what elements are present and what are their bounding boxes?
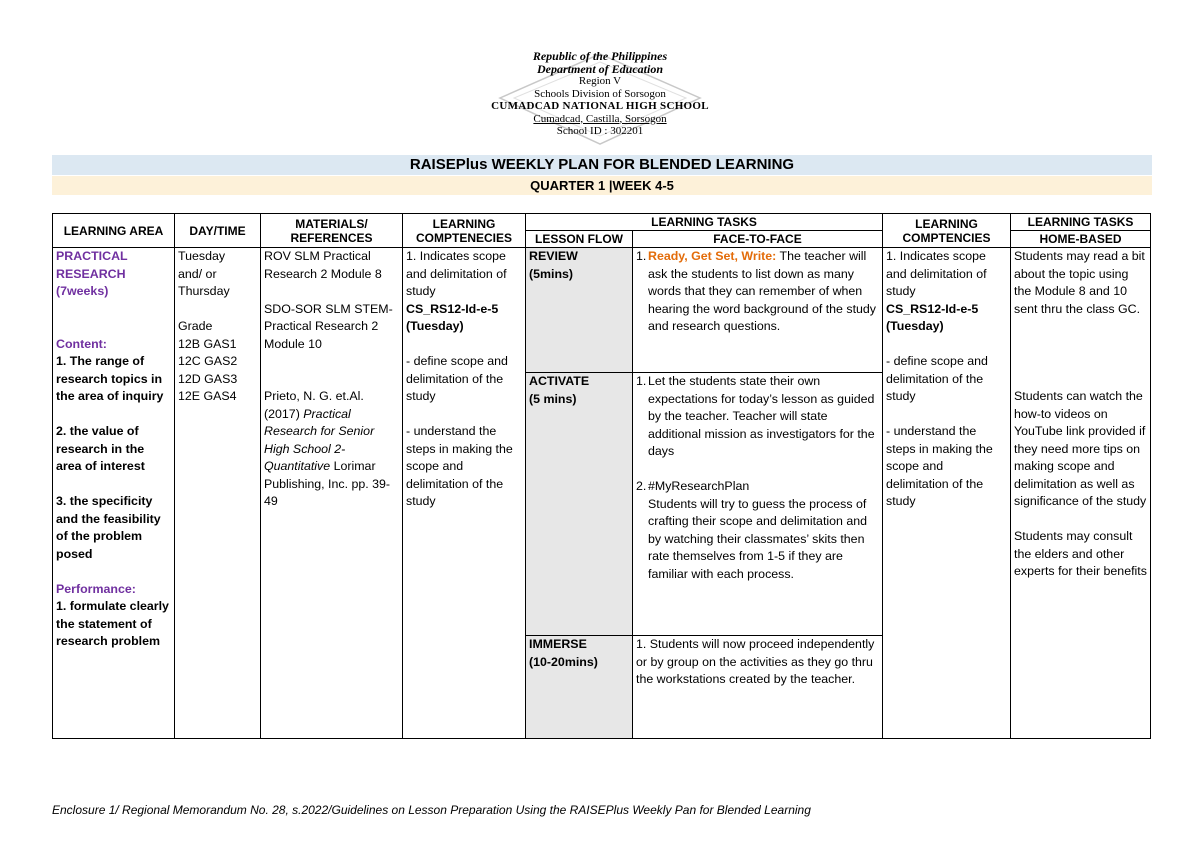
header-learning-area: LEARNING AREA bbox=[53, 214, 175, 248]
f2f-activate-title-2: #MyResearchPlan bbox=[648, 479, 750, 493]
header-home-based: HOME-BASED bbox=[1011, 231, 1151, 248]
home-task-2: Students can watch the how-to videos on YouTube link provided if they need more tips on making scope and delimitation as well as significance of the study bbox=[1014, 389, 1147, 508]
competency-bullet-1: - define scope and delimitation of the study bbox=[406, 354, 508, 403]
f2f-review-number: 1. bbox=[636, 249, 647, 263]
header-lesson-flow: LESSON FLOW bbox=[526, 231, 633, 248]
material-3-author: Prieto, N. G. et.Al. (2017) bbox=[264, 389, 364, 421]
day-line: Tuesday bbox=[178, 249, 226, 263]
flow-review bbox=[526, 248, 633, 373]
subject-title: PRACTICAL RESEARCH bbox=[56, 249, 128, 281]
table-row-review bbox=[53, 248, 1151, 373]
department-line: Department of Education bbox=[536, 61, 663, 76]
school-name: CUMADCAD NATIONAL HIGH SCHOOL bbox=[491, 100, 709, 112]
school-address: Cumadcad, Castilla, Sorsogon bbox=[533, 112, 667, 125]
learning-area-cell bbox=[53, 248, 175, 739]
section-line: 12E GAS4 bbox=[178, 389, 237, 403]
region-line: Region V bbox=[578, 75, 622, 87]
day-line: Thursday bbox=[178, 284, 230, 298]
division-line: Schools Division of Sorsogon bbox=[534, 87, 666, 100]
material-3-title: Practical Research for Senior High School 2- Quantitative bbox=[264, 406, 375, 473]
f2f-activate-item-1 bbox=[636, 373, 879, 461]
home-based-cell bbox=[1011, 248, 1151, 739]
f2f-review-item bbox=[636, 248, 879, 336]
material-2: SDO-SOR SLM STEM- Practical Research 2 Module 10 bbox=[264, 301, 393, 351]
materials-cell bbox=[261, 248, 403, 739]
f2f-activate-number-2: 2. bbox=[636, 479, 647, 493]
page-subtitle: QUARTER 1 |WEEK 4-5 bbox=[52, 176, 1152, 195]
home-task-3: Students may consult the elders and other experts for their benefits bbox=[1014, 529, 1147, 578]
competency-code: CS_RS12-Id-e-5 bbox=[406, 301, 499, 316]
content-item-3: 3. the specificity and the feasibility of the problem posed bbox=[56, 494, 161, 561]
footer-note: Enclosure 1/ Regional Memorandum No. 28, s.2022/Guidelines on Lesson Preparation Using the RAISEPlus Weekly Pan for Blended Learning bbox=[52, 803, 811, 817]
header-row bbox=[53, 214, 1151, 231]
material-3-publisher: Lorimar Publishing, Inc. pp. 39-49 bbox=[264, 459, 391, 508]
flow-activate bbox=[526, 373, 633, 636]
competency-intro: 1. Indicates scope and delimitation of study bbox=[406, 249, 507, 298]
republic-line: Republic of the Philippines bbox=[532, 49, 668, 63]
header-learning-tasks-home: LEARNING TASKS bbox=[1011, 214, 1151, 231]
header-competencies: LEARNING COMPTENECIES bbox=[403, 214, 526, 248]
home-task-1: Students may read a bit about the topic using the Module 8 and 10 sent thru the class GC. bbox=[1014, 249, 1145, 316]
content-item-1: 1. The range of research topics in the area of inquiry bbox=[56, 354, 164, 403]
flow-activate-time: (5 mins) bbox=[529, 391, 577, 406]
f2f-activate-text-2: Students will try to guess the process of crafting their scope and delimitation and by watching their classmates’ skits then rate themselves from 1-5 if they are familiar with each process. bbox=[648, 496, 868, 581]
school-id: School ID : 302201 bbox=[556, 125, 644, 137]
f2f-activate-cell bbox=[633, 373, 883, 636]
f2f-review-text: The teacher will ask the students to list down as many words that they can remember of when hearing the word background of the study and research questions. bbox=[648, 249, 876, 333]
header-day-time: DAY/TIME bbox=[175, 214, 261, 248]
content-item-2: 2. the value of research in the area of interest bbox=[56, 424, 145, 473]
competencies-2-cell bbox=[883, 248, 1011, 739]
f2f-activate-item-2 bbox=[636, 478, 879, 583]
f2f-review-cell bbox=[633, 248, 883, 373]
flow-immerse-label: IMMERSE bbox=[529, 637, 587, 651]
section-line: 12B GAS1 bbox=[178, 336, 237, 351]
section-line: 12D GAS3 bbox=[178, 371, 238, 386]
competency-bullet-2: - understand the steps in making the scope and delimitation of the study bbox=[406, 424, 513, 508]
header-competencies-2: LEARNING COMPTENCIES bbox=[883, 214, 1011, 248]
flow-review-label: REVIEW bbox=[529, 249, 578, 263]
flow-review-time: (5mins) bbox=[529, 266, 574, 281]
content-label: Content: bbox=[56, 336, 107, 351]
performance-item-1: 1. formulate clearly the statement of research problem bbox=[56, 599, 169, 648]
f2f-review-lead: Ready, Get Set, Write: bbox=[648, 249, 777, 263]
page-title: RAISEPlus WEEKLY PLAN FOR BLENDED LEARNING bbox=[52, 155, 1152, 175]
day-time-cell bbox=[175, 248, 261, 739]
subject-weeks: (7weeks) bbox=[56, 284, 109, 298]
grade-label: Grade bbox=[178, 319, 213, 333]
day-line: and/ or bbox=[178, 266, 217, 281]
competency-2-code: CS_RS12-Id-e-5 bbox=[886, 301, 979, 316]
performance-label: Performance: bbox=[56, 581, 136, 596]
f2f-activate-number-1: 1. bbox=[636, 374, 647, 388]
competencies-cell bbox=[403, 248, 526, 739]
competency-2-bullet-1: - define scope and delimitation of the study bbox=[886, 354, 988, 403]
competency-2-intro: 1. Indicates scope and delimitation of study bbox=[886, 249, 987, 298]
flow-activate-label: ACTIVATE bbox=[529, 374, 590, 388]
header-materials: MATERIALS/ REFERENCES bbox=[261, 214, 403, 248]
competency-day: (Tuesday) bbox=[406, 319, 464, 333]
header-learning-tasks: LEARNING TASKS bbox=[526, 214, 883, 231]
material-3 bbox=[264, 388, 399, 511]
competency-2-day: (Tuesday) bbox=[886, 319, 944, 333]
header-face-to-face: FACE-TO-FACE bbox=[633, 231, 883, 248]
letterhead bbox=[0, 50, 1200, 138]
flow-immerse bbox=[526, 636, 633, 739]
section-line: 12C GAS2 bbox=[178, 354, 238, 368]
weekly-plan-table bbox=[52, 213, 1151, 739]
f2f-immerse-cell bbox=[633, 636, 883, 739]
f2f-immerse-text: 1. Students will now proceed independently or by group on the activities as they go thru the workstations created by the teacher. bbox=[636, 637, 875, 686]
f2f-activate-text-1: Let the students state their own expectations for today’s lesson as guided by the teacher. Teacher will state additional mission as investigators for the days bbox=[648, 374, 875, 458]
competency-2-bullet-2: - understand the steps in making the scope and delimitation of the study bbox=[886, 424, 993, 508]
flow-immerse-time: (10-20mins) bbox=[529, 654, 598, 669]
material-1: ROV SLM Practical Research 2 Module 8 bbox=[264, 249, 382, 281]
